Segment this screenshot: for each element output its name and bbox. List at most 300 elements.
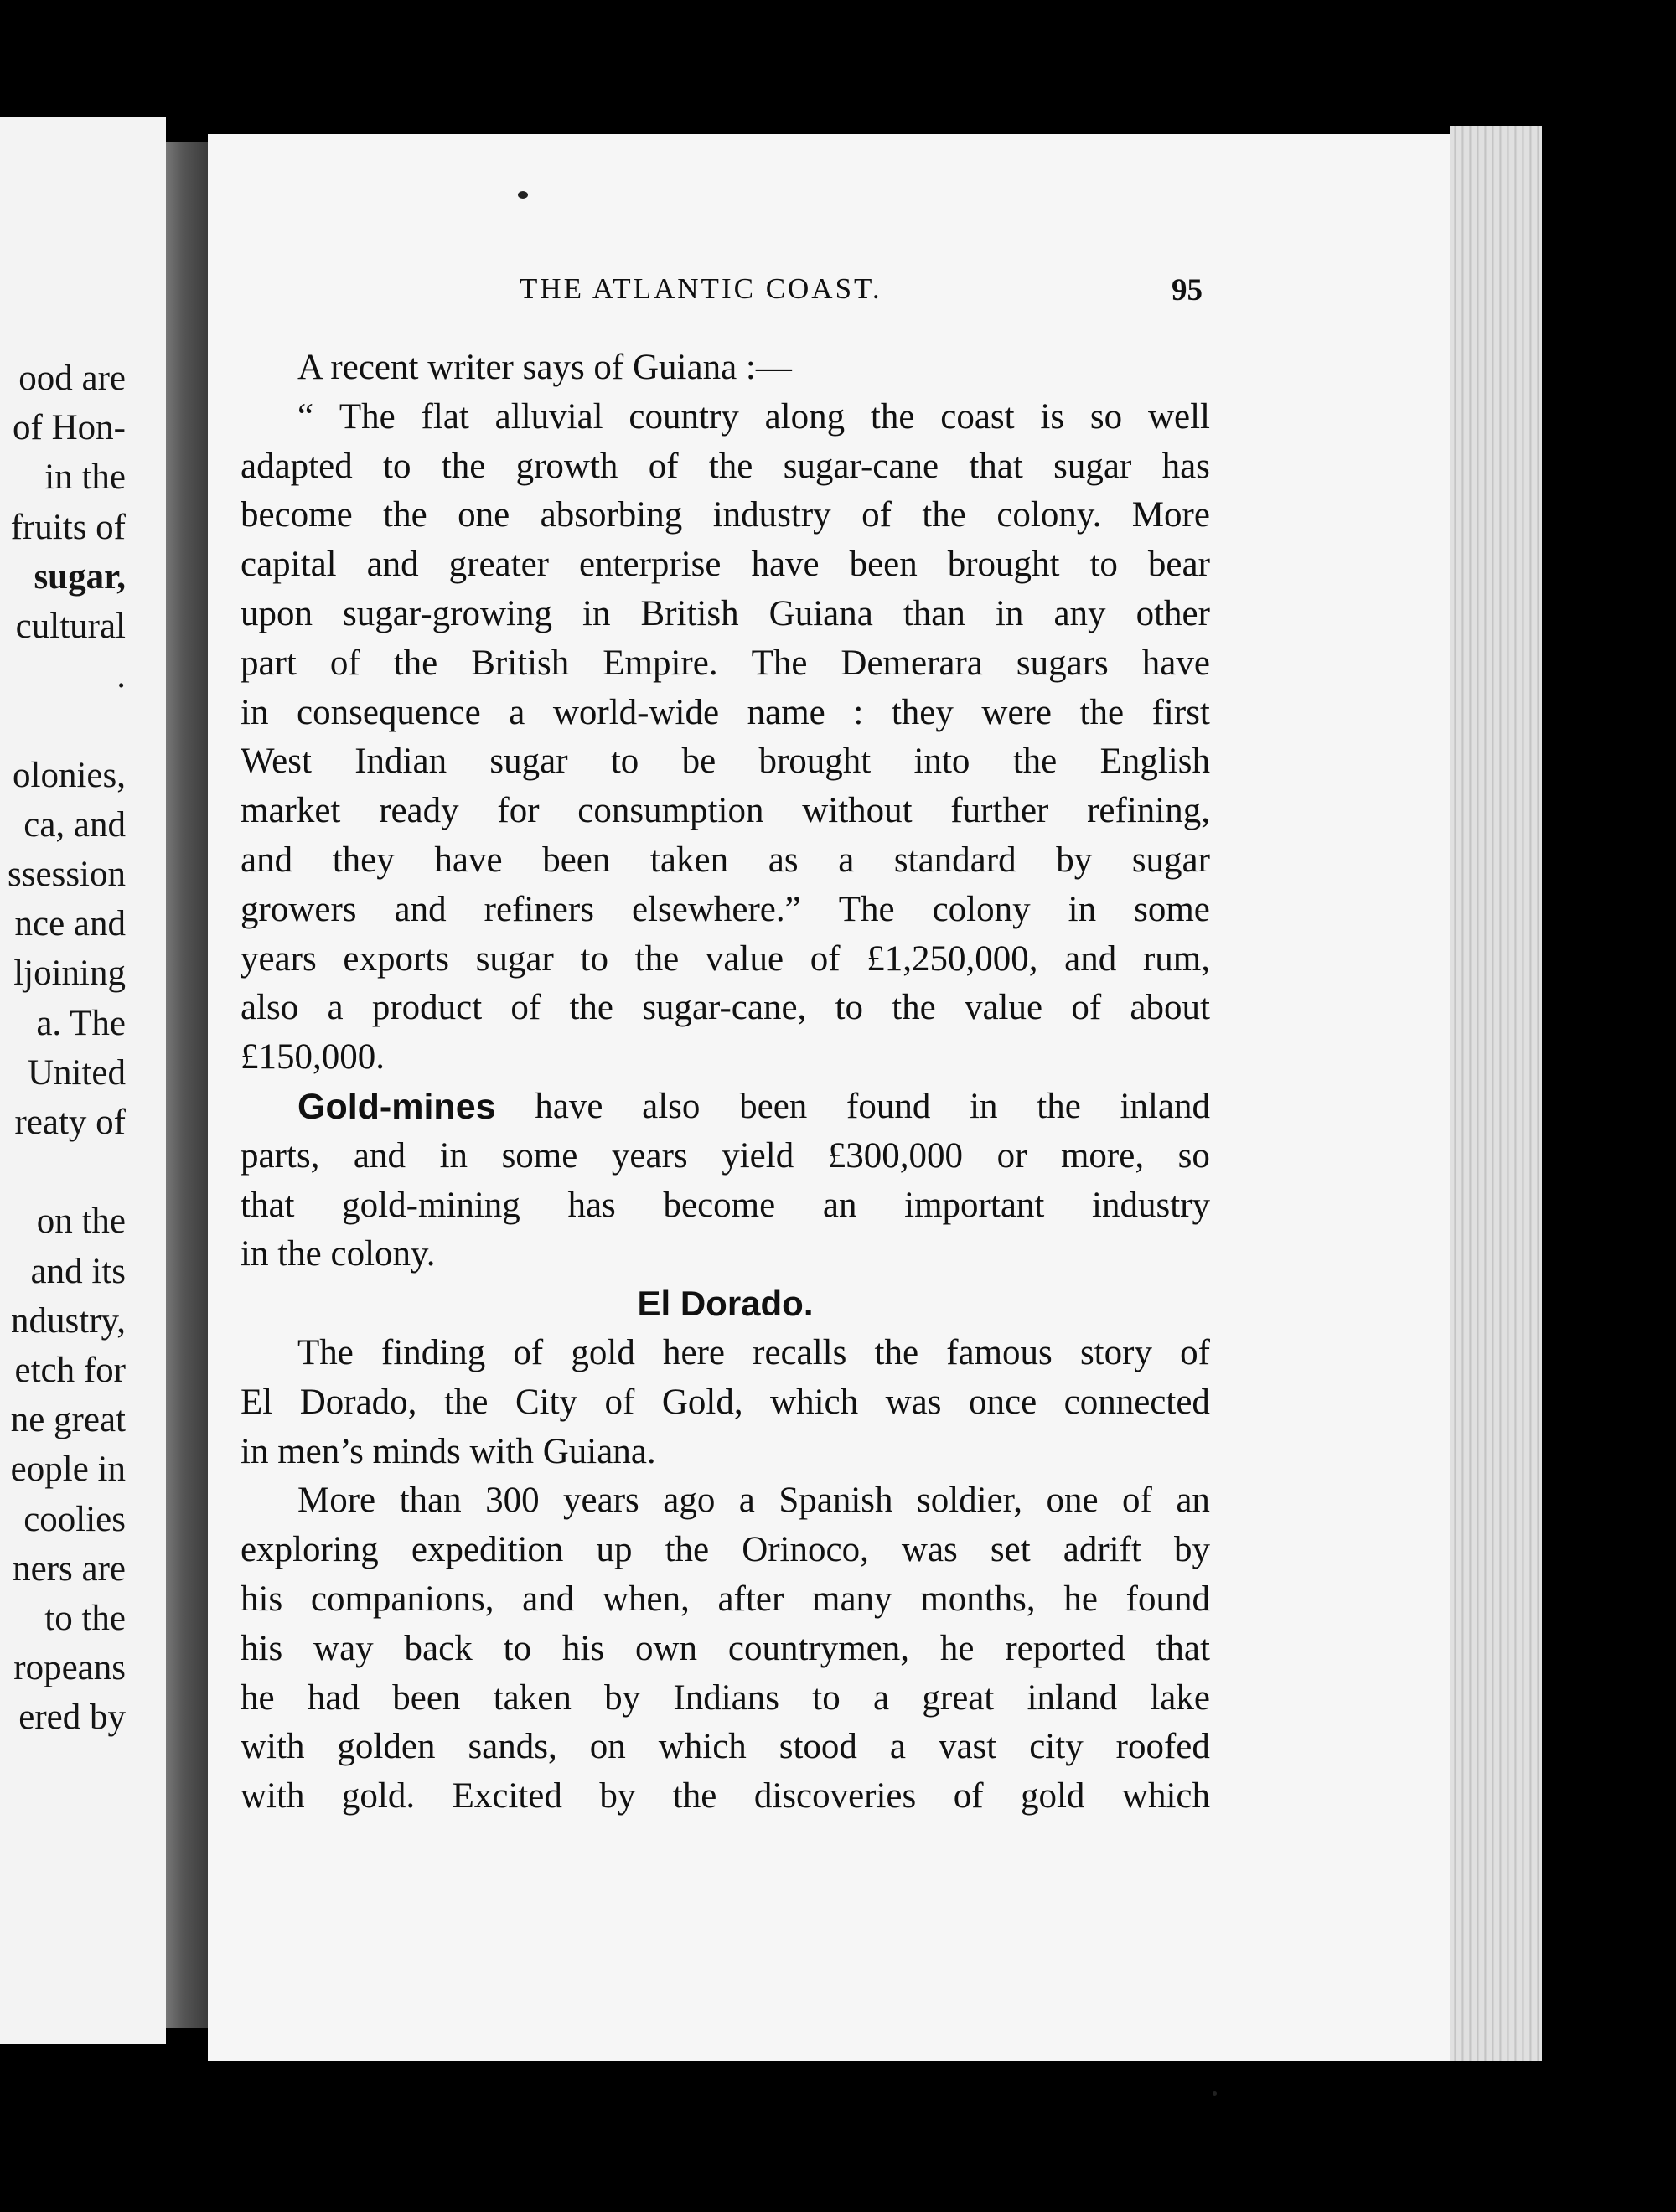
left-page-line: .	[116, 656, 126, 696]
word: upon	[241, 593, 313, 633]
word: also	[241, 988, 299, 1028]
left-page-line: of Hon-	[13, 408, 126, 448]
word: stood	[779, 1727, 857, 1767]
word: months,	[920, 1579, 1036, 1619]
book-gutter	[166, 142, 210, 2028]
left-page-line: and its	[30, 1251, 126, 1291]
word: which	[658, 1727, 747, 1767]
word: taken	[649, 840, 729, 880]
word: the	[441, 446, 486, 486]
word: recalls	[753, 1332, 847, 1372]
word: world-wide	[552, 692, 720, 732]
left-page-line: United	[27, 1052, 126, 1093]
word: the	[1079, 692, 1125, 732]
word: also	[642, 1086, 701, 1126]
word: part	[241, 643, 297, 683]
word: was	[885, 1382, 942, 1422]
word: Excited	[452, 1776, 562, 1817]
left-page-line: ne great	[10, 1400, 126, 1440]
text-line	[241, 1674, 1210, 1724]
word: so	[1177, 1135, 1210, 1176]
left-page-line: reaty of	[14, 1103, 126, 1142]
word: his	[561, 1628, 605, 1668]
ink-speck	[1213, 2091, 1217, 2096]
word: roofed	[1115, 1727, 1210, 1767]
word: sands,	[468, 1727, 557, 1767]
word: consequence	[297, 692, 481, 732]
text-line	[241, 1575, 1210, 1625]
word: The	[297, 1332, 354, 1372]
text-line	[241, 491, 1210, 540]
word: up	[596, 1530, 633, 1570]
word: sugar-cane	[783, 446, 939, 486]
text-line	[241, 886, 1210, 935]
word: about	[1130, 988, 1210, 1028]
running-title: THE ATLANTIC COAST.	[520, 272, 882, 305]
word: Orinoco,	[742, 1530, 869, 1570]
word: the	[1037, 1086, 1081, 1126]
word: exploring	[241, 1530, 379, 1570]
word: vast	[938, 1727, 997, 1767]
word: that	[241, 1185, 295, 1225]
text-line	[241, 1625, 1210, 1674]
word: have	[1141, 643, 1210, 683]
word: brought	[947, 545, 1060, 585]
text-line	[241, 1329, 1210, 1378]
word: any	[1053, 593, 1106, 633]
word: become	[241, 495, 353, 535]
word: was	[901, 1530, 958, 1570]
word: well	[1147, 396, 1210, 437]
word: gold-mining	[342, 1185, 520, 1225]
word: Guiana	[768, 593, 873, 633]
word: they	[332, 840, 395, 880]
left-page-line: eople in	[10, 1450, 126, 1490]
word: sugar-growing	[343, 593, 552, 633]
word: capital	[241, 545, 337, 585]
word: product	[371, 988, 483, 1028]
word: coast	[940, 396, 1015, 437]
left-page-line: on the	[36, 1202, 126, 1242]
left-page-line: ca, and	[23, 804, 126, 845]
word: years	[611, 1135, 688, 1176]
left-page-line: ered by	[18, 1698, 126, 1738]
word: the	[634, 938, 680, 979]
text-line	[241, 1033, 1210, 1083]
word: and	[353, 1135, 406, 1176]
word: sugar	[1053, 446, 1132, 486]
word: that	[969, 446, 1023, 486]
word: along	[764, 396, 846, 437]
word: set	[990, 1530, 1031, 1570]
word: and	[366, 545, 419, 585]
word: his	[241, 1628, 283, 1668]
word: they	[891, 692, 954, 732]
word: English	[1099, 742, 1210, 782]
word: West	[241, 742, 312, 782]
ink-speck	[518, 191, 528, 199]
word: into	[913, 742, 970, 782]
word: the	[892, 988, 936, 1028]
word: More	[297, 1481, 376, 1521]
word: to	[503, 1628, 532, 1668]
word: ago	[663, 1481, 716, 1521]
left-page-line: ood are	[18, 359, 126, 398]
word: inland	[1027, 1677, 1118, 1718]
word: the	[569, 988, 613, 1028]
word: in	[995, 593, 1024, 633]
word: sugar	[475, 938, 554, 979]
word: country	[628, 396, 739, 437]
word: an	[822, 1185, 857, 1225]
word: The	[838, 889, 895, 929]
word: and	[241, 840, 293, 880]
word: adrift	[1063, 1530, 1141, 1570]
word: have	[535, 1086, 603, 1126]
bold-lead-term: Gold-mines	[297, 1086, 496, 1127]
page-edges	[1450, 126, 1542, 2061]
word: the	[922, 495, 966, 535]
word: £300,000	[827, 1135, 964, 1176]
word: expedition	[411, 1530, 564, 1570]
word: growers	[241, 889, 357, 929]
text-line	[241, 984, 1210, 1033]
word: in	[1068, 889, 1097, 929]
word: the	[383, 495, 427, 535]
word: after	[717, 1579, 784, 1619]
word: he	[1063, 1579, 1098, 1619]
word: years	[241, 938, 317, 979]
word: gold	[571, 1332, 635, 1372]
text-line	[241, 737, 1210, 787]
word: further	[950, 791, 1049, 831]
line-text: in men’s minds with Guiana.	[241, 1431, 656, 1471]
word: a	[838, 840, 855, 880]
word: British	[471, 643, 570, 683]
text-line	[241, 836, 1210, 886]
word: British	[640, 593, 739, 633]
word: growth	[515, 446, 618, 486]
word: the	[870, 396, 915, 437]
word: Indians	[673, 1677, 779, 1718]
word: has	[1161, 446, 1210, 486]
word: than	[399, 1481, 462, 1521]
word: and	[394, 889, 447, 929]
word: here	[662, 1332, 725, 1372]
word: he	[939, 1628, 975, 1668]
word: of	[510, 988, 541, 1028]
word: reported	[1005, 1628, 1125, 1668]
word: way	[313, 1628, 374, 1668]
word: gold	[1020, 1776, 1085, 1817]
word: with	[241, 1727, 305, 1767]
word: 300	[485, 1481, 540, 1521]
word: a	[327, 988, 344, 1028]
word: in	[970, 1086, 998, 1126]
text-line	[241, 639, 1210, 689]
word: some	[1134, 889, 1210, 929]
word: years	[563, 1481, 639, 1521]
word: soldier,	[916, 1481, 1023, 1521]
word: famous	[946, 1332, 1053, 1372]
line-text: in the colony.	[241, 1234, 436, 1274]
word: been	[739, 1086, 808, 1126]
word: industry	[1092, 1185, 1210, 1225]
word: than	[903, 593, 965, 633]
word: Gold,	[661, 1382, 743, 1422]
word: standard	[893, 840, 1016, 880]
text-line	[241, 1723, 1210, 1772]
word: so	[1089, 396, 1123, 437]
word: the	[708, 446, 753, 486]
word: flat	[421, 396, 469, 437]
word: a	[889, 1727, 906, 1767]
word: countrymen,	[727, 1628, 909, 1668]
word: a	[509, 692, 525, 732]
word: which	[1121, 1776, 1210, 1817]
word: have	[434, 840, 503, 880]
word: on	[589, 1727, 626, 1767]
word: other	[1135, 593, 1210, 633]
word: ready	[379, 791, 459, 831]
word: bear	[1147, 545, 1210, 585]
word: without	[802, 791, 913, 831]
text-line	[241, 1132, 1210, 1181]
word: of	[1180, 1332, 1210, 1372]
word: city	[1029, 1727, 1084, 1767]
word: :	[853, 692, 864, 732]
word: to	[610, 742, 639, 782]
word: as	[768, 840, 799, 880]
word: El	[241, 1382, 273, 1422]
left-page-line: a. The	[36, 1003, 126, 1043]
word: more,	[1060, 1135, 1145, 1176]
word: and	[522, 1579, 575, 1619]
word: of	[329, 643, 360, 683]
text-line	[241, 344, 1210, 393]
word: adapted	[241, 446, 353, 486]
word: to	[580, 938, 608, 979]
left-page-line: ljoining	[13, 954, 126, 994]
left-page-line: etch for	[14, 1351, 126, 1390]
page-number: 95	[1172, 273, 1203, 308]
word: by	[599, 1776, 636, 1817]
text-line	[241, 442, 1210, 492]
word: consumption	[577, 791, 764, 831]
word: greater	[448, 545, 549, 585]
word: discoveries	[753, 1776, 917, 1817]
word: the	[672, 1776, 717, 1817]
word: finding	[381, 1332, 486, 1372]
word: by	[604, 1677, 641, 1718]
word: yield	[722, 1135, 794, 1176]
section-heading	[241, 1279, 1210, 1329]
word: many	[812, 1579, 892, 1619]
word: that	[1156, 1628, 1210, 1668]
word: when,	[602, 1579, 690, 1619]
word: value	[964, 988, 1043, 1028]
word: market	[241, 791, 341, 831]
word: rum,	[1142, 938, 1210, 979]
text-line	[241, 393, 1210, 442]
word: in	[241, 692, 269, 732]
left-page-line: sugar,	[34, 556, 126, 597]
left-page-line: nce and	[14, 904, 126, 944]
text-line	[241, 689, 1210, 738]
word: elsewhere.”	[631, 889, 801, 929]
word: the	[393, 643, 438, 683]
word: is	[1040, 396, 1065, 437]
word: inland	[1120, 1086, 1210, 1126]
word: sugars	[1016, 643, 1109, 683]
word: own	[634, 1628, 697, 1668]
left-page-line: cultural	[15, 607, 126, 646]
word: alluvial	[494, 396, 603, 437]
word: colony	[932, 889, 1031, 929]
word: one	[458, 495, 510, 535]
left-page-line: fruits of	[10, 507, 126, 547]
section-heading-text: El Dorado.	[637, 1284, 814, 1324]
left-page-line: in the	[44, 457, 126, 498]
left-page-line: coolies	[23, 1499, 126, 1539]
word: name	[747, 692, 825, 732]
line-text: A recent writer says of Guiana :—	[297, 348, 792, 387]
word: refining,	[1087, 791, 1210, 831]
word: were	[981, 692, 1052, 732]
word: to	[383, 446, 411, 486]
word: More	[1131, 495, 1210, 535]
word: great	[922, 1677, 995, 1718]
text-line	[241, 1772, 1210, 1822]
word: of	[1122, 1481, 1152, 1521]
word: been	[849, 545, 918, 585]
text-line	[241, 1083, 1210, 1132]
text-line	[241, 1476, 1210, 1526]
word: Spanish	[779, 1481, 893, 1521]
word: of	[861, 495, 892, 535]
word: The	[339, 396, 396, 437]
word: which	[770, 1382, 859, 1422]
word: City	[515, 1382, 578, 1422]
word: companions,	[310, 1579, 494, 1619]
left-page-line: ssession	[8, 855, 126, 894]
word: a	[738, 1481, 755, 1521]
text-line	[241, 1181, 1210, 1231]
text-line	[241, 1378, 1210, 1428]
word: been	[392, 1677, 461, 1718]
word: absorbing	[540, 495, 683, 535]
word: “	[297, 396, 314, 437]
word: in	[582, 593, 611, 633]
text-line	[241, 787, 1210, 836]
word: an	[1176, 1481, 1210, 1521]
word: has	[567, 1185, 616, 1225]
word: the	[443, 1382, 489, 1422]
text-line	[241, 1428, 1210, 1477]
word: become	[663, 1185, 776, 1225]
word: in	[439, 1135, 468, 1176]
word: of	[1071, 988, 1102, 1028]
word: of	[513, 1332, 544, 1372]
word: lake	[1150, 1677, 1210, 1718]
word: or	[996, 1135, 1027, 1176]
word: to	[835, 988, 863, 1028]
text-line	[241, 540, 1210, 590]
word: connected	[1063, 1382, 1210, 1422]
text-line	[241, 590, 1210, 639]
word: by	[1173, 1530, 1210, 1570]
left-page-line: ners are	[13, 1548, 126, 1589]
line-text: £150,000.	[241, 1037, 385, 1078]
word: one	[1046, 1481, 1099, 1521]
word: value	[705, 938, 784, 979]
word: he	[241, 1677, 275, 1718]
word: industry	[712, 495, 831, 535]
word: some	[501, 1135, 578, 1176]
word: and	[1064, 938, 1117, 979]
word: first	[1151, 692, 1210, 732]
word: Empire.	[603, 643, 718, 683]
word: have	[751, 545, 820, 585]
word: of	[953, 1776, 984, 1817]
word: the	[874, 1332, 919, 1372]
word: The	[751, 643, 808, 683]
word: Demerara	[841, 643, 983, 683]
word: story	[1079, 1332, 1152, 1372]
word: of	[810, 938, 841, 979]
word: back	[404, 1628, 473, 1668]
word: found	[1125, 1579, 1210, 1619]
word: parts,	[241, 1135, 320, 1176]
word: sugar	[1131, 840, 1210, 880]
word: his	[241, 1579, 283, 1619]
word: with	[241, 1776, 305, 1817]
word: by	[1056, 840, 1093, 880]
word: for	[497, 791, 540, 831]
word: sugar	[489, 742, 568, 782]
left-page-line: ndustry,	[11, 1300, 126, 1341]
word: be	[681, 742, 716, 782]
word: of	[648, 446, 679, 486]
word: of	[604, 1382, 635, 1422]
word: found	[846, 1086, 931, 1126]
word: exports	[343, 938, 450, 979]
word: a	[873, 1677, 890, 1718]
word: important	[904, 1185, 1045, 1225]
word: enterprise	[578, 545, 722, 585]
word: to	[812, 1677, 841, 1718]
word: gold.	[341, 1776, 416, 1817]
word: to	[1089, 545, 1118, 585]
word: sugar-cane,	[642, 988, 807, 1028]
previous-page-fragment	[0, 117, 166, 2044]
word: once	[968, 1382, 1037, 1422]
word: taken	[493, 1677, 572, 1718]
text-line	[241, 1526, 1210, 1575]
left-page-line: to the	[44, 1599, 126, 1638]
body-text	[241, 344, 1210, 1822]
left-page-line: olonies,	[13, 755, 126, 795]
word: been	[542, 840, 611, 880]
left-page-line: ropeans	[13, 1648, 126, 1688]
word: colony.	[996, 495, 1102, 535]
text-line	[241, 935, 1210, 985]
word: Indian	[354, 742, 447, 782]
word: brought	[758, 742, 872, 782]
word: £1,250,000,	[866, 938, 1038, 979]
word: golden	[337, 1727, 436, 1767]
text-line	[241, 1230, 1210, 1279]
